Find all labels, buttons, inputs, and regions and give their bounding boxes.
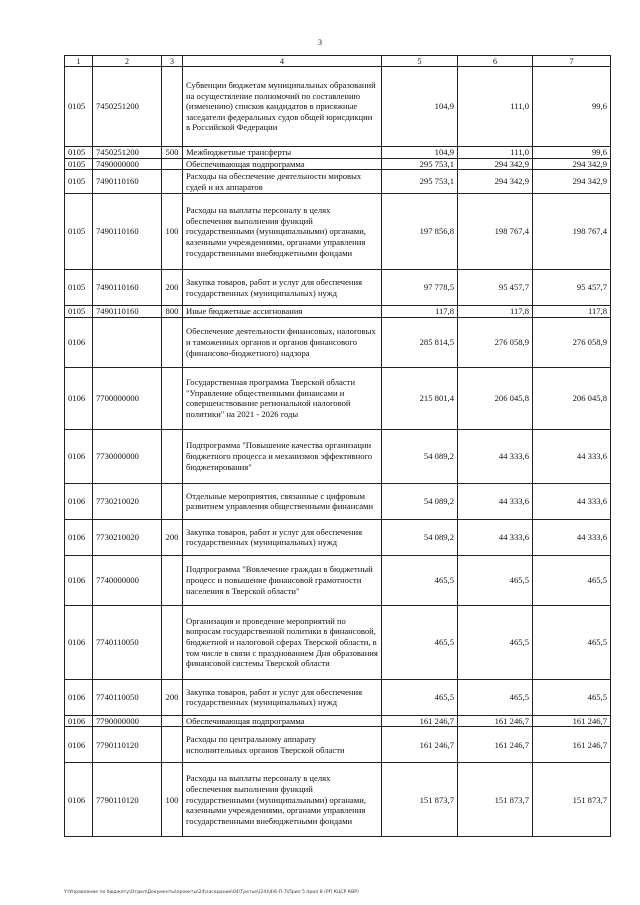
- amount-year-2: 151 873,7: [458, 763, 533, 837]
- target-article: 7490110160: [93, 170, 162, 194]
- section-code: 0106: [65, 715, 93, 727]
- page-number: 3: [318, 38, 322, 47]
- col-header-4: 4: [183, 56, 382, 67]
- table-row: [65, 317, 611, 367]
- target-article: 7790110120: [93, 763, 162, 837]
- col-header-3: 3: [162, 56, 183, 67]
- table-row: [65, 605, 611, 679]
- amount-year-3: 99,6: [533, 147, 611, 159]
- expense-type: [162, 483, 183, 519]
- section-code: 0106: [65, 555, 93, 605]
- section-code: 0105: [65, 270, 93, 306]
- table-row: [65, 367, 611, 429]
- amount-year-1: 295 753,1: [382, 158, 458, 170]
- item-name: Подпрограмма "Вовлечение граждан в бюджетный процесс и повышение финансовой грамотности населения в Тверской области": [183, 555, 382, 605]
- target-article: 7490000000: [93, 158, 162, 170]
- table-row: [65, 679, 611, 715]
- amount-year-1: 465,5: [382, 679, 458, 715]
- expense-type: 500: [162, 147, 183, 159]
- item-name: Закупка товаров, работ и услуг для обеспечения государственных (муниципальных) нужд: [183, 679, 382, 715]
- amount-year-2: 198 767,4: [458, 194, 533, 270]
- amount-year-1: 215 801,4: [382, 367, 458, 429]
- col-header-5: 5: [382, 56, 458, 67]
- expense-type: 100: [162, 194, 183, 270]
- table-row: [65, 727, 611, 763]
- amount-year-3: 161 246,7: [533, 727, 611, 763]
- amount-year-3: 95 457,7: [533, 270, 611, 306]
- target-article: 7740110050: [93, 605, 162, 679]
- file-path-footer: Y:\Управление по бюджету\Отдел\Документы\проекты\24\заседание\04\Третье\(24)\4\6-П-7\Прил 5 прил 8 (РП КЦСР КВР): [64, 890, 359, 895]
- expense-type: 200: [162, 270, 183, 306]
- section-code: 0105: [65, 306, 93, 318]
- expense-type: [162, 429, 183, 483]
- target-article: 7490110160: [93, 306, 162, 318]
- amount-year-1: 104,9: [382, 67, 458, 147]
- table-row: [65, 429, 611, 483]
- amount-year-2: 44 333,6: [458, 519, 533, 555]
- item-name: Обеспечивающая подпрограмма: [183, 158, 382, 170]
- amount-year-3: 44 333,6: [533, 483, 611, 519]
- amount-year-3: 276 058,9: [533, 317, 611, 367]
- expense-type: 200: [162, 679, 183, 715]
- amount-year-1: 197 856,8: [382, 194, 458, 270]
- target-article: 7450251200: [93, 147, 162, 159]
- section-code: 0106: [65, 317, 93, 367]
- target-article: 7490110160: [93, 270, 162, 306]
- amount-year-2: 465,5: [458, 555, 533, 605]
- amount-year-1: 54 089,2: [382, 519, 458, 555]
- item-name: Отдельные мероприятия, связанные с цифровым развитием управления общественными финансами: [183, 483, 382, 519]
- amount-year-2: 111,0: [458, 147, 533, 159]
- amount-year-1: 54 089,2: [382, 429, 458, 483]
- amount-year-1: 151 873,7: [382, 763, 458, 837]
- section-code: 0105: [65, 147, 93, 159]
- amount-year-1: 161 246,7: [382, 715, 458, 727]
- item-name: Организация и проведение мероприятий по вопросам государственной политики в финансовой, бюджетной и налоговой сферах Тверской области, в том числе в связи с празднованием Дня образования финансовой системы Тверской области: [183, 605, 382, 679]
- amount-year-3: 161 246,7: [533, 715, 611, 727]
- item-name: Субвенции бюджетам муниципальных образований на осуществление полномочий по составлению (изменению) списков кандидатов в присяжные заседатели федеральных судов общей юрисдикции в Российской Федерации: [183, 67, 382, 147]
- item-name: Межбюджетные трансферты: [183, 147, 382, 159]
- amount-year-3: 198 767,4: [533, 194, 611, 270]
- section-code: 0106: [65, 519, 93, 555]
- table-row: [65, 194, 611, 270]
- amount-year-3: 44 333,6: [533, 519, 611, 555]
- expense-type: [162, 715, 183, 727]
- amount-year-1: 97 778,5: [382, 270, 458, 306]
- amount-year-2: 294 342,9: [458, 170, 533, 194]
- item-name: Расходы по центральному аппарату исполнительных органов Тверской области: [183, 727, 382, 763]
- target-article: 7450251200: [93, 67, 162, 147]
- item-name: Расходы на обеспечение деятельности мировых судей и их аппаратов: [183, 170, 382, 194]
- table-row: [65, 555, 611, 605]
- amount-year-3: 294 342,9: [533, 170, 611, 194]
- expense-type: 800: [162, 306, 183, 318]
- section-code: 0105: [65, 158, 93, 170]
- target-article: 7730000000: [93, 429, 162, 483]
- amount-year-2: 117,8: [458, 306, 533, 318]
- item-name: Подпрограмма "Повышение качества организации бюджетного процесса и механизмов эффективного бюджетирования": [183, 429, 382, 483]
- table-row: [65, 483, 611, 519]
- target-article: 7700000000: [93, 367, 162, 429]
- amount-year-3: 44 333,6: [533, 429, 611, 483]
- expense-type: [162, 67, 183, 147]
- expense-type: [162, 158, 183, 170]
- table-row: [65, 715, 611, 727]
- expense-type: [162, 367, 183, 429]
- amount-year-2: 276 058,9: [458, 317, 533, 367]
- amount-year-3: 294 342,9: [533, 158, 611, 170]
- item-name: Обеспечивающая подпрограмма: [183, 715, 382, 727]
- item-name: Обеспечение деятельности финансовых, налоговых и таможенных органов и органов финансового (финансово-бюджетного) надзора: [183, 317, 382, 367]
- target-article: 7730210020: [93, 519, 162, 555]
- target-article: 7730210020: [93, 483, 162, 519]
- section-code: 0106: [65, 483, 93, 519]
- item-name: Расходы на выплаты персоналу в целях обеспечения выполнения функций государственными (муниципальными) органами, казенными учреждениями, органами управления государственными внебюджетными фондами: [183, 194, 382, 270]
- section-code: 0106: [65, 679, 93, 715]
- amount-year-1: 117,8: [382, 306, 458, 318]
- section-code: 0106: [65, 605, 93, 679]
- target-article: 7740000000: [93, 555, 162, 605]
- item-name: Расходы на выплаты персоналу в целях обеспечения выполнения функций государственными (муниципальными) органами, казенными учреждениями, органами управления государственными внебюджетными фондами: [183, 763, 382, 837]
- expense-type: 200: [162, 519, 183, 555]
- section-code: 0105: [65, 67, 93, 147]
- amount-year-1: 465,5: [382, 605, 458, 679]
- amount-year-2: 44 333,6: [458, 429, 533, 483]
- table-row: [65, 519, 611, 555]
- target-article: 7490110160: [93, 194, 162, 270]
- expense-type: 100: [162, 763, 183, 837]
- amount-year-3: 465,5: [533, 605, 611, 679]
- table-row: [65, 158, 611, 170]
- amount-year-3: 99,6: [533, 67, 611, 147]
- budget-table: [64, 55, 611, 837]
- section-code: 0106: [65, 763, 93, 837]
- col-header-6: 6: [458, 56, 533, 67]
- item-name: Государственная программа Тверской области "Управление общественными финансами и совершенствование региональной налоговой политики" на 2021 - 2026 годы: [183, 367, 382, 429]
- col-header-7: 7: [533, 56, 611, 67]
- amount-year-2: 95 457,7: [458, 270, 533, 306]
- expense-type: [162, 555, 183, 605]
- expense-type: [162, 170, 183, 194]
- amount-year-1: 54 089,2: [382, 483, 458, 519]
- section-code: 0106: [65, 429, 93, 483]
- item-name: Закупка товаров, работ и услуг для обеспечения государственных (муниципальных) нужд: [183, 270, 382, 306]
- amount-year-2: 294 342,9: [458, 158, 533, 170]
- expense-type: [162, 605, 183, 679]
- amount-year-3: 206 045,8: [533, 367, 611, 429]
- section-code: 0105: [65, 194, 93, 270]
- target-article: [93, 317, 162, 367]
- item-name: Закупка товаров, работ и услуг для обеспечения государственных (муниципальных) нужд: [183, 519, 382, 555]
- target-article: 7790110120: [93, 727, 162, 763]
- amount-year-2: 465,5: [458, 679, 533, 715]
- expense-type: [162, 727, 183, 763]
- amount-year-1: 161 246,7: [382, 727, 458, 763]
- amount-year-2: 44 333,6: [458, 483, 533, 519]
- target-article: 7790000000: [93, 715, 162, 727]
- amount-year-1: 295 753,1: [382, 170, 458, 194]
- amount-year-1: 104,9: [382, 147, 458, 159]
- amount-year-3: 465,5: [533, 679, 611, 715]
- amount-year-2: 206 045,8: [458, 367, 533, 429]
- amount-year-3: 117,8: [533, 306, 611, 318]
- table-row: [65, 147, 611, 159]
- amount-year-1: 285 814,5: [382, 317, 458, 367]
- item-name: Иные бюджетные ассигнования: [183, 306, 382, 318]
- section-code: 0105: [65, 170, 93, 194]
- expense-type: [162, 317, 183, 367]
- amount-year-2: 161 246,7: [458, 715, 533, 727]
- amount-year-2: 161 246,7: [458, 727, 533, 763]
- col-header-2: 2: [93, 56, 162, 67]
- table-row: [65, 306, 611, 318]
- table-row: [65, 170, 611, 194]
- table-row: [65, 763, 611, 837]
- amount-year-2: 111,0: [458, 67, 533, 147]
- table-row: [65, 270, 611, 306]
- amount-year-1: 465,5: [382, 555, 458, 605]
- amount-year-3: 151 873,7: [533, 763, 611, 837]
- amount-year-3: 465,5: [533, 555, 611, 605]
- section-code: 0106: [65, 727, 93, 763]
- table-header-row: [65, 56, 611, 67]
- section-code: 0106: [65, 367, 93, 429]
- amount-year-2: 465,5: [458, 605, 533, 679]
- target-article: 7740110050: [93, 679, 162, 715]
- table-row: [65, 67, 611, 147]
- col-header-1: 1: [65, 56, 93, 67]
